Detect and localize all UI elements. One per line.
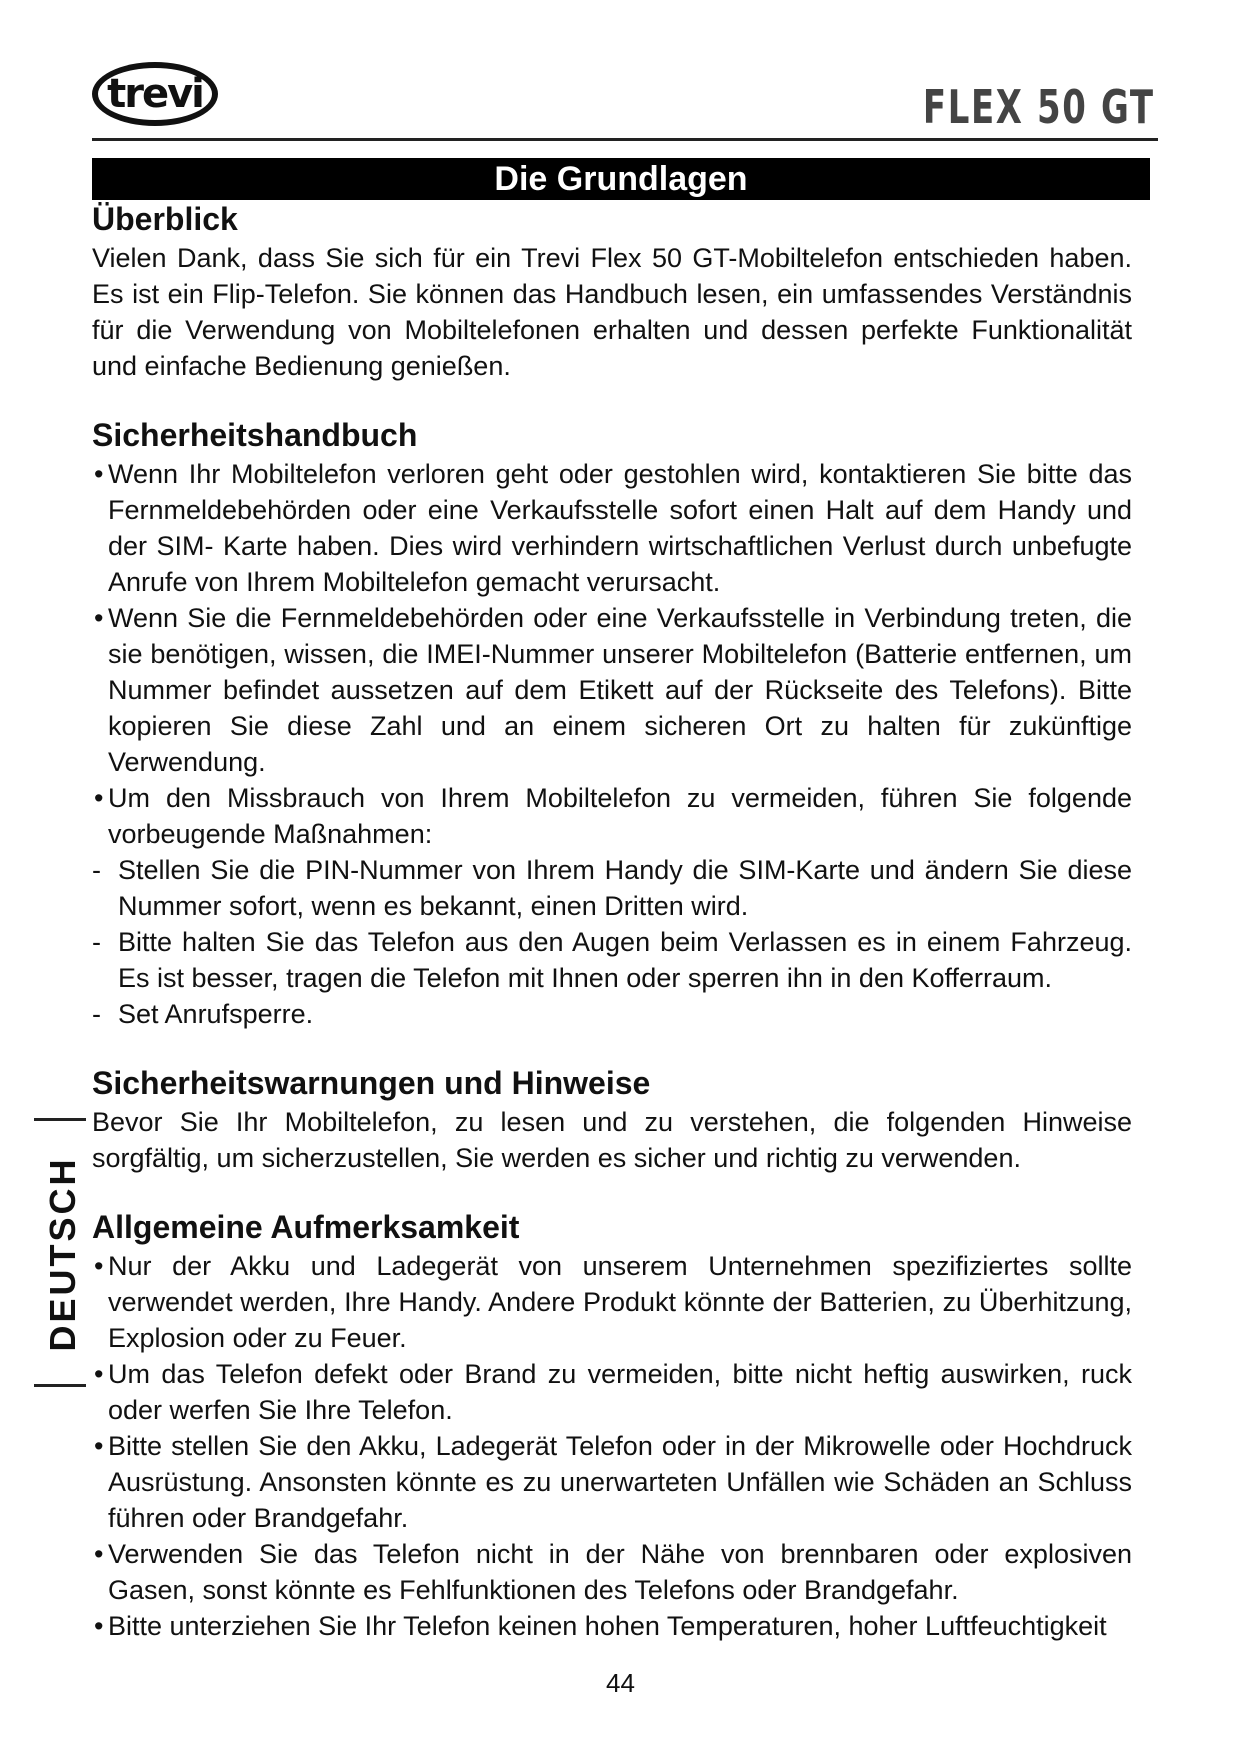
language-side-tab [34, 1118, 94, 1388]
section-title: Die Grundlagen [494, 159, 748, 198]
model-name: FLEX 50 GT [923, 80, 1155, 134]
header-divider [92, 138, 1158, 141]
overview-text: Vielen Dank, dass Sie sich für ein Trevi Flex 50 GT-Mobiltelefon entschieden haben. Es ist ein Flip-Telefon. Sie können das Handbuch lesen, ein umfassendes Verständnis für die Verwendung von Mobiltelefonen erhalten und dessen perfekte Funktionalität und einfache Bedienung genießen. [92, 243, 1132, 381]
safety-bullet: • Wenn Ihr Mobiltelefon verloren geht oder gestohlen wird, kontaktieren Sie bitte das Fernmeldebehörden oder eine Verkaufsstelle sofort einen Halt auf dem Handy und der SIM- Karte haben. Dies wird verhindern wirtschaftlichen Verlust durch unbefugte Anrufe von Ihrem Mobiltelefon gemacht verursacht. [92, 456, 1132, 600]
logo-text: trevi [107, 71, 203, 117]
page-number: 44 [606, 1668, 635, 1698]
side-tab-rule-top [34, 1118, 86, 1121]
safety-manual-heading: Sicherheitshandbuch [92, 417, 418, 453]
trevi-logo [92, 62, 218, 126]
dash-mark: - [92, 927, 101, 957]
dash-mark: - [92, 855, 101, 885]
bullet-mark: • [94, 459, 104, 489]
safety-bullet: • Wenn Sie die Fernmeldebehörden oder eine Verkaufsstelle in Verbindung treten, die sie benötigen, wissen, die IMEI-Nummer unserer Mobiltelefon (Batterie entfernen, um Nummer befindet aussetzen auf dem Etikett auf der Rückseite des Telefons). Bitte kopieren Sie diese Zahl und an einem sicheren Ort zu halten für zukünftige Verwendung. [92, 600, 1132, 780]
side-tab-rule-bottom [34, 1384, 86, 1387]
general-bullet: • Verwenden Sie das Telefon nicht in der Nähe von brennbaren oder explosiven Gasen, sonst könnte es Fehlfunktionen des Telefons oder Brandgefahr. [92, 1536, 1132, 1608]
safety-dash-item: - Bitte halten Sie das Telefon aus den Augen beim Verlassen es in einem Fahrzeug. Es ist besser, tragen die Telefon mit Ihnen oder sperren ihn in den Kofferraum. [92, 924, 1132, 996]
warnings-heading: Sicherheitswarnungen und Hinweise [92, 1065, 651, 1101]
section-title-bar [92, 158, 1150, 200]
safety-dash-item: - Set Anrufsperre. [92, 996, 1132, 1032]
warnings-text: Bevor Sie Ihr Mobiltelefon, zu lesen und zu verstehen, die folgenden Hinweise sorgfältig, um sicherzustellen, Sie werden es sicher und richtig zu verwenden. [92, 1107, 1132, 1173]
bullet-mark: • [94, 1539, 104, 1569]
safety-bullet: • Um den Missbrauch von Ihrem Mobiltelefon zu vermeiden, führen Sie folgende vorbeugende Maßnahmen: [92, 780, 1132, 852]
general-bullet: • Nur der Akku und Ladegerät von unserem Unternehmen spezifiziertes sollte verwendet werden, Ihre Handy. Andere Produkt könnte der Batterien, zu Überhitzung, Explosion oder zu Feuer. [92, 1248, 1132, 1356]
overview-heading: Überblick [92, 201, 238, 237]
side-tab-label: DEUTSCH [42, 1156, 83, 1352]
general-bullet: • Bitte stellen Sie den Akku, Ladegerät Telefon oder in der Mikrowelle oder Hochdruck Ausrüstung. Ansonsten könnte es zu unerwarteten Unfällen wie Schäden an Schluss führen oder Brandgefahr. [92, 1428, 1132, 1536]
general-heading: Allgemeine Aufmerksamkeit [92, 1209, 520, 1245]
bullet-mark: • [94, 783, 104, 813]
bullet-mark: • [94, 603, 104, 633]
general-bullet: • Um das Telefon defekt oder Brand zu vermeiden, bitte nicht heftig auswirken, ruck oder werfen Sie Ihre Telefon. [92, 1356, 1132, 1428]
bullet-mark: • [94, 1431, 104, 1461]
safety-dash-item: - Stellen Sie die PIN-Nummer von Ihrem Handy die SIM-Karte und ändern Sie diese Nummer sofort, wenn es bekannt, einen Dritten wird. [92, 852, 1132, 924]
content [92, 198, 1132, 1644]
bullet-mark: • [94, 1359, 104, 1389]
bullet-mark: • [94, 1611, 104, 1641]
general-bullet: • Bitte unterziehen Sie Ihr Telefon keinen hohen Temperaturen, hoher Luftfeuchtigkeit [92, 1608, 1132, 1644]
bullet-mark: • [94, 1251, 104, 1281]
dash-mark: - [92, 999, 101, 1029]
